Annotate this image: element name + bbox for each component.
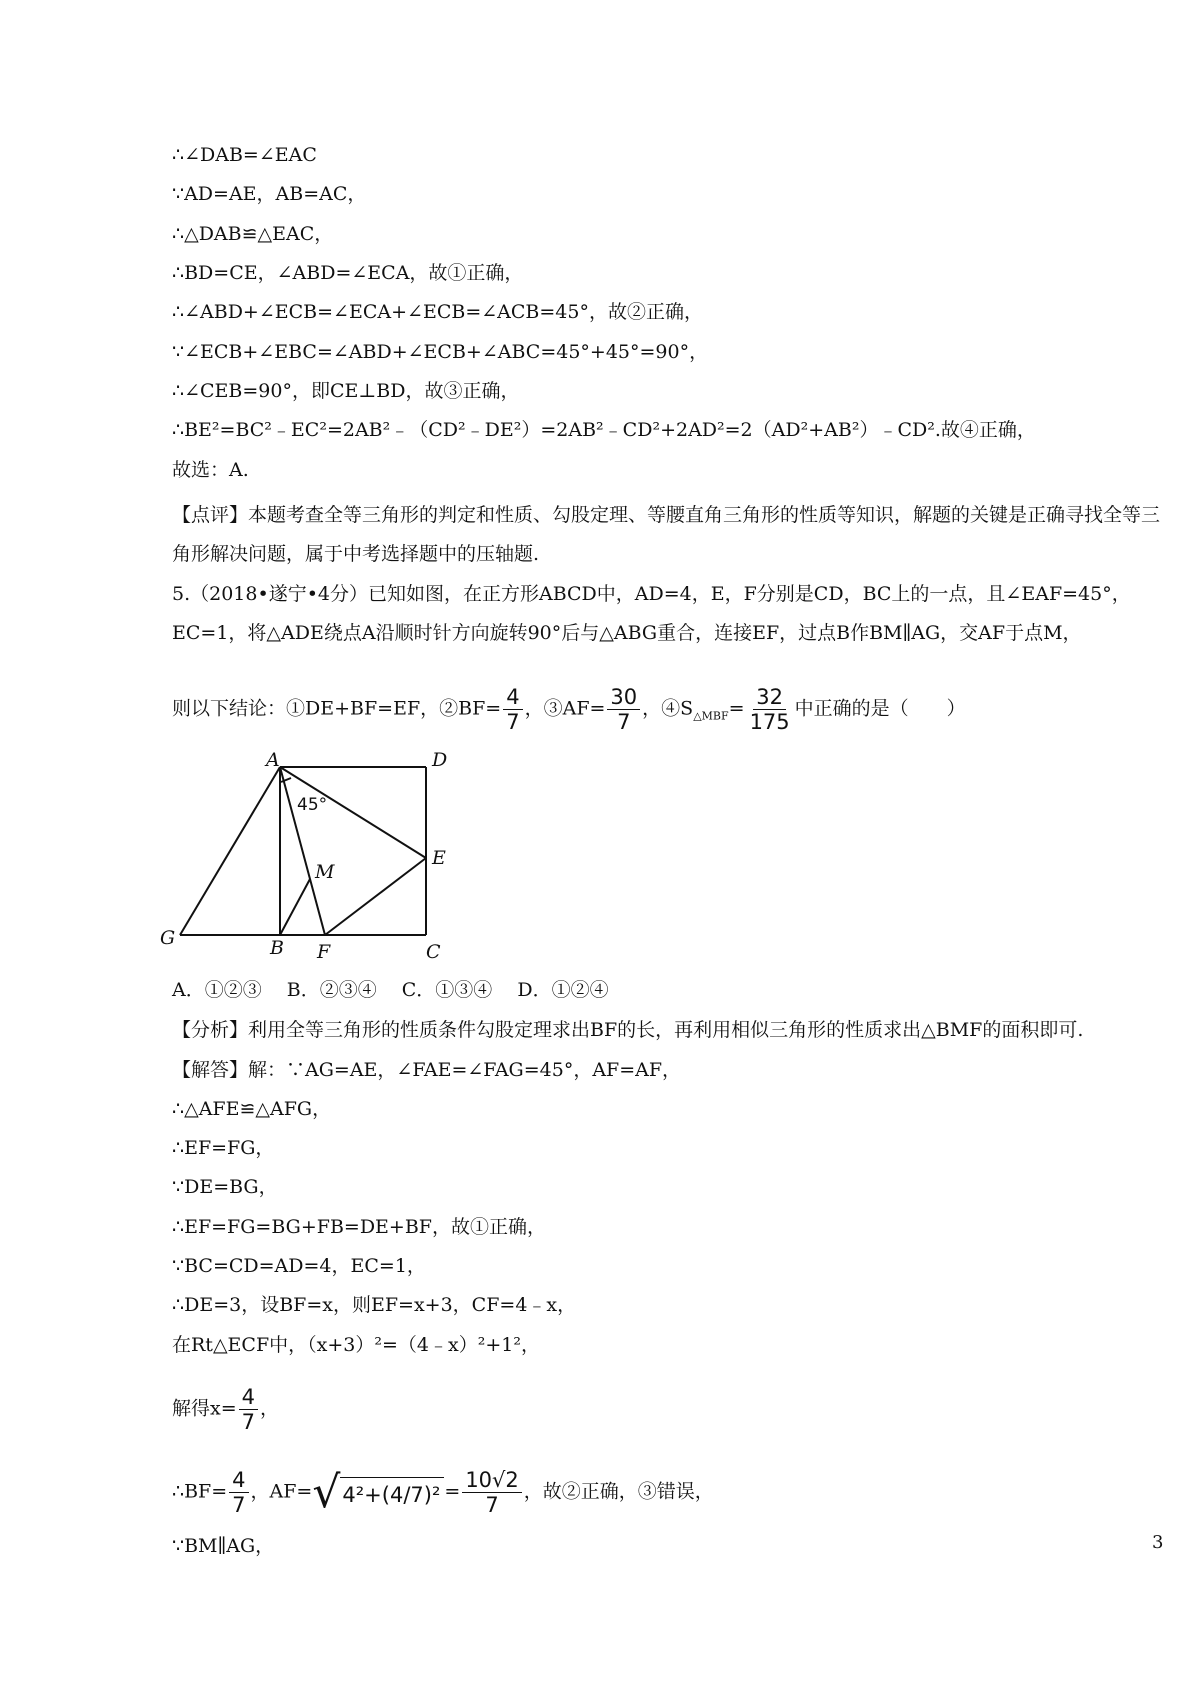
conclusions-line <box>172 685 966 734</box>
denominator: 175 <box>749 710 790 734</box>
numerator: 4 <box>239 1385 258 1410</box>
text-segment: = <box>444 1480 461 1503</box>
denominator: 7 <box>232 1493 246 1517</box>
text-line: 【解答】解：∵AG=AE，∠FAE=∠FAG=45°，AF=AF， <box>172 1059 682 1081</box>
square-root <box>312 1466 444 1518</box>
text-line: ∵BC=CD=AD=4，EC=1， <box>172 1255 426 1277</box>
label-angle: 45° <box>297 795 328 815</box>
numerator: 30 <box>607 685 640 710</box>
analysis-line: 【分析】利用全等三角形的性质条件勾股定理求出BF的长，再利用相似三角形的性质求出△BMF的面积即可. <box>172 1019 1084 1041</box>
text-segment: 则以下结论：①DE+BF=EF，②BF= <box>172 697 502 720</box>
text-segment: ，AF= <box>250 1480 313 1503</box>
segment-BM <box>280 879 310 935</box>
page-number: 3 <box>1152 1532 1164 1553</box>
text-line: ∵AD=AE，AB=AC， <box>172 183 367 205</box>
subscript: △MBF <box>693 709 729 723</box>
fraction <box>239 1385 258 1434</box>
text-line: ∴BE²=BC²﹣EC²=2AB²﹣（CD²﹣DE²）=2AB²﹣CD²+2AD²=2（AD²+AB²）﹣CD².故④正确， <box>172 419 1036 441</box>
label-A: A <box>266 752 280 771</box>
denominator: 7 <box>485 1493 499 1517</box>
text-segment: 中正确的是（ ） <box>794 697 966 720</box>
label-F: F <box>317 941 331 962</box>
text-line: ∴∠CEB=90°，即CE⊥BD，故③正确， <box>172 380 520 402</box>
segment-FE <box>325 858 426 935</box>
text-line: ∴DE=3，设BF=x，则EF=x+3，CF=4﹣x， <box>172 1294 577 1316</box>
numerator: 4 <box>503 685 522 710</box>
fraction <box>607 685 640 734</box>
options-line: A．①②③ B．②③④ C．①③④ D．①②④ <box>172 979 609 1001</box>
solution-line <box>172 1385 279 1434</box>
label-B: B <box>270 937 284 959</box>
numerator: 4 <box>229 1468 248 1493</box>
geometry-figure <box>160 752 460 962</box>
text-segment: ∴BF= <box>172 1480 228 1503</box>
segment-AG <box>180 767 280 935</box>
text-segment: ，④S <box>642 697 694 720</box>
denominator: 7 <box>506 710 520 734</box>
fraction <box>747 685 793 734</box>
text-line: ∴△DAB≌△EAC， <box>172 223 334 245</box>
numerator: 32 <box>753 685 786 710</box>
denominator: 7 <box>241 1410 256 1434</box>
text-segment: ，故②正确，③错误， <box>523 1480 714 1503</box>
text-line: ∵BM∥AG， <box>172 1535 275 1557</box>
text-segment: ， <box>260 1397 280 1420</box>
numerator: 10√2 <box>462 1468 521 1493</box>
label-D: D <box>432 752 448 771</box>
text-line: ∴∠DAB=∠EAC <box>172 144 317 166</box>
text-segment: 解得x= <box>172 1397 237 1420</box>
fraction <box>503 685 522 734</box>
comment-paragraph: 【点评】本题考查全等三角形的判定和性质、勾股定理、等腰直角三角形的性质等知识，解题的关键是正确寻找全等三角形解决问题，属于中考选择题中的压轴题. <box>172 504 1161 565</box>
text-line: ∴EF=FG=BG+FB=DE+BF，故①正确， <box>172 1216 546 1238</box>
denominator: 7 <box>617 710 631 734</box>
text-segment: ，③AF= <box>524 697 606 720</box>
label-C: C <box>426 941 441 962</box>
fraction <box>462 1468 521 1517</box>
text-line: ∵DE=BG， <box>172 1176 278 1198</box>
text-line: ∴△AFE≌△AFG， <box>172 1098 332 1120</box>
label-M: M <box>315 861 335 883</box>
question-paragraph: 5.（2018•遂宁•4分）已知如图，在正方形ABCD中，AD=4，E，F分别是CD，BC上的一点，且∠EAF=45°，EC=1，将△ADE绕点A沿顺时针方向旋转90°后与△ABG重合，连接EF，过点B作BM∥AG，交AF于点M， <box>172 583 1131 644</box>
text-line: ∴∠ABD+∠ECB=∠ECA+∠ECB=∠ACB=45°，故②正确， <box>172 301 703 323</box>
solution-line <box>172 1468 714 1517</box>
fraction <box>229 1468 248 1517</box>
radical-sign: √ <box>312 1466 341 1518</box>
text-line: 故选：A. <box>172 459 249 481</box>
radicand: 4²+(4/7)² <box>340 1477 444 1508</box>
label-E: E <box>432 847 446 869</box>
text-line: 在Rt△ECF中，（x+3）²=（4﹣x）²+1²， <box>172 1334 540 1356</box>
text-line: ∴BD=CE，∠ABD=∠ECA，故①正确， <box>172 262 524 284</box>
label-G: G <box>160 927 176 949</box>
text-line: ∴EF=FG， <box>172 1137 275 1159</box>
text-segment: = <box>728 697 745 720</box>
text-line: ∵∠ECB+∠EBC=∠ABD+∠ECB+∠ABC=45°+45°=90°， <box>172 341 709 363</box>
segment-AF <box>280 767 328 935</box>
